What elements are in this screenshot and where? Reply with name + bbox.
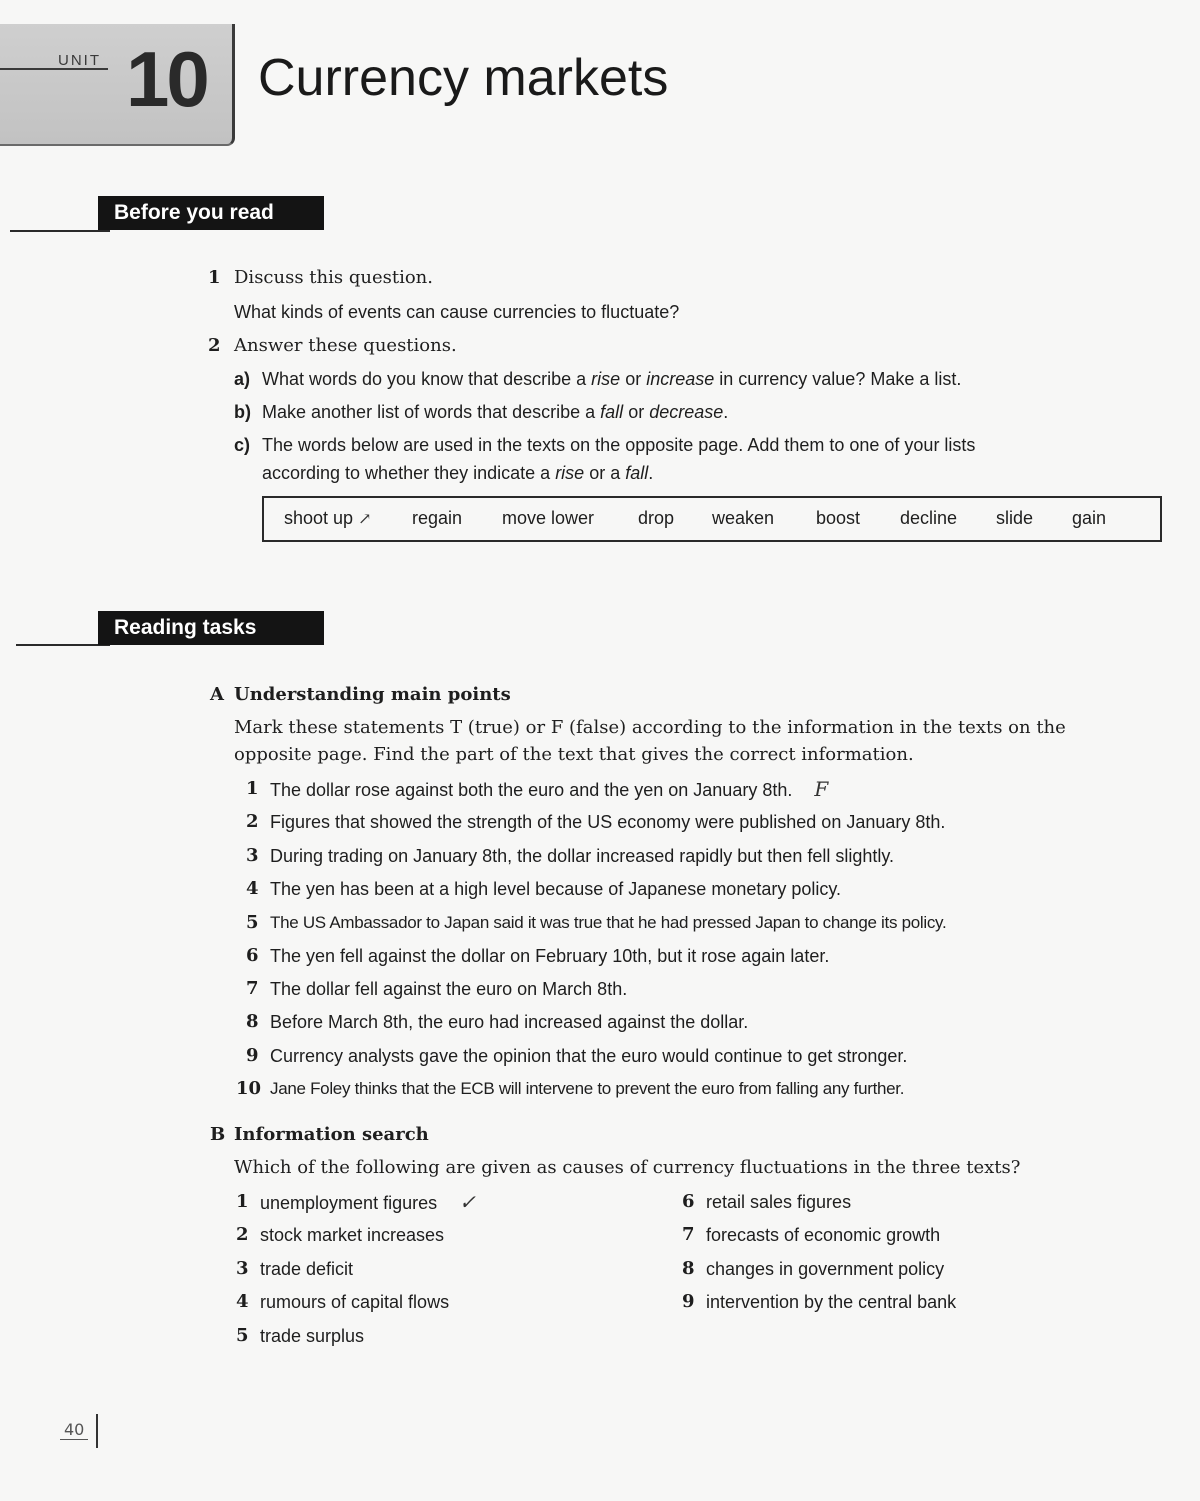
unit-label: UNIT xyxy=(58,52,101,69)
task-instructions-continued: opposite page. Find the part of the text that gives the correct information. xyxy=(234,744,914,765)
statement-text: The dollar fell against the euro on March 8th. xyxy=(270,979,628,999)
statement-text: During trading on January 8th, the dollar increased rapidly but then fell slightly. xyxy=(270,846,895,866)
page-number-divider xyxy=(96,1414,98,1448)
statement-number: 6 xyxy=(246,945,259,966)
cause-text: forecasts of economic growth xyxy=(706,1225,941,1245)
word-item: boost xyxy=(816,508,861,528)
statement-number: 8 xyxy=(246,1011,259,1032)
cause-number: 8 xyxy=(682,1258,695,1279)
section-rule xyxy=(16,644,110,646)
cause-number: 1 xyxy=(236,1191,249,1212)
cause-text: rumours of capital flows xyxy=(260,1292,450,1312)
word-item: decline xyxy=(900,508,958,528)
statement-text: Jane Foley thinks that the ECB will intervene to prevent the euro from falling any further. xyxy=(270,1079,905,1098)
page-title: Currency markets xyxy=(258,49,669,107)
cause-number: 4 xyxy=(236,1291,249,1312)
statement-text: Currency analysts gave the opinion that the euro would continue to get stronger. xyxy=(270,1046,908,1066)
arrow-up-icon: ↗ xyxy=(358,509,372,528)
answer-mark: F xyxy=(814,777,829,801)
cause-text: intervention by the central bank xyxy=(706,1292,957,1312)
page-number: 40 xyxy=(60,1420,88,1440)
item-text-continued: according to whether they indicate a rise or a fall. xyxy=(262,463,654,483)
section-heading-reading-tasks: Reading tasks xyxy=(98,611,324,645)
statement-text: Figures that showed the strength of the US economy were published on January 8th. xyxy=(270,812,946,832)
statement-number: 5 xyxy=(246,912,259,933)
statement-number: 7 xyxy=(246,978,259,999)
cause-text: changes in government policy xyxy=(706,1259,945,1279)
word-item: drop xyxy=(638,508,675,528)
checkmark-icon: ✓ xyxy=(459,1190,476,1214)
word-item: shoot up ↗ xyxy=(284,508,372,528)
word-item: slide xyxy=(996,508,1034,528)
statement-number: 10 xyxy=(236,1078,262,1099)
item-letter: c) xyxy=(234,435,251,455)
item-letter: a) xyxy=(234,369,251,389)
task-letter: A xyxy=(210,684,224,705)
word-box xyxy=(262,496,1162,542)
question-number: 1 xyxy=(208,267,221,288)
question-text: Answer these questions. xyxy=(234,335,457,356)
cause-text: trade deficit xyxy=(260,1259,354,1279)
question-number: 2 xyxy=(208,335,221,356)
section-heading-before-you-read: Before you read xyxy=(98,196,324,230)
task-instructions: Mark these statements T (true) or F (false) according to the information in the texts on the xyxy=(234,717,1066,738)
statement-text: The dollar rose against both the euro and the yen on January 8th. F xyxy=(270,777,829,801)
word-item: weaken xyxy=(712,508,775,528)
cause-text: trade surplus xyxy=(260,1326,365,1346)
item-text: What words do you know that describe a rise or increase in currency value? Make a list. xyxy=(262,369,962,389)
cause-number: 2 xyxy=(236,1224,249,1245)
cause-text: retail sales figures xyxy=(706,1192,852,1212)
task-letter: B xyxy=(210,1124,226,1145)
task-title: Understanding main points xyxy=(234,684,511,705)
task-title: Information search xyxy=(234,1124,429,1145)
statement-number: 1 xyxy=(246,778,259,799)
word-item: gain xyxy=(1072,508,1107,528)
cause-number: 3 xyxy=(236,1258,249,1279)
cause-number: 7 xyxy=(682,1224,695,1245)
statement-text: The US Ambassador to Japan said it was true that he had pressed Japan to change its policy. xyxy=(270,913,947,932)
statement-number: 3 xyxy=(246,845,259,866)
cause-number: 5 xyxy=(236,1325,249,1346)
statement-number: 9 xyxy=(246,1045,259,1066)
item-text: Make another list of words that describe a fall or decrease. xyxy=(262,402,729,422)
statement-text: Before March 8th, the euro had increased against the dollar. xyxy=(270,1012,749,1032)
task-instructions: Which of the following are given as causes of currency fluctuations in the three texts? xyxy=(234,1157,1021,1178)
item-letter: b) xyxy=(234,402,251,422)
statement-number: 2 xyxy=(246,811,259,832)
word-item: regain xyxy=(412,508,463,528)
question-text: Discuss this question. xyxy=(234,267,433,288)
cause-text: unemployment figures ✓ xyxy=(260,1190,476,1214)
statement-number: 4 xyxy=(246,878,259,899)
cause-number: 9 xyxy=(682,1291,695,1312)
section-rule xyxy=(10,230,110,232)
cause-number: 6 xyxy=(682,1191,695,1212)
cause-text: stock market increases xyxy=(260,1225,445,1245)
unit-number: 10 xyxy=(126,35,207,123)
word-item: move lower xyxy=(502,508,595,528)
statement-text: The yen fell against the dollar on February 10th, but it rose again later. xyxy=(270,946,830,966)
item-text: The words below are used in the texts on the opposite page. Add them to one of your lists xyxy=(262,435,976,455)
question-subtext: What kinds of events can cause currencies to fluctuate? xyxy=(234,302,680,322)
statement-text: The yen has been at a high level because of Japanese monetary policy. xyxy=(270,879,842,899)
